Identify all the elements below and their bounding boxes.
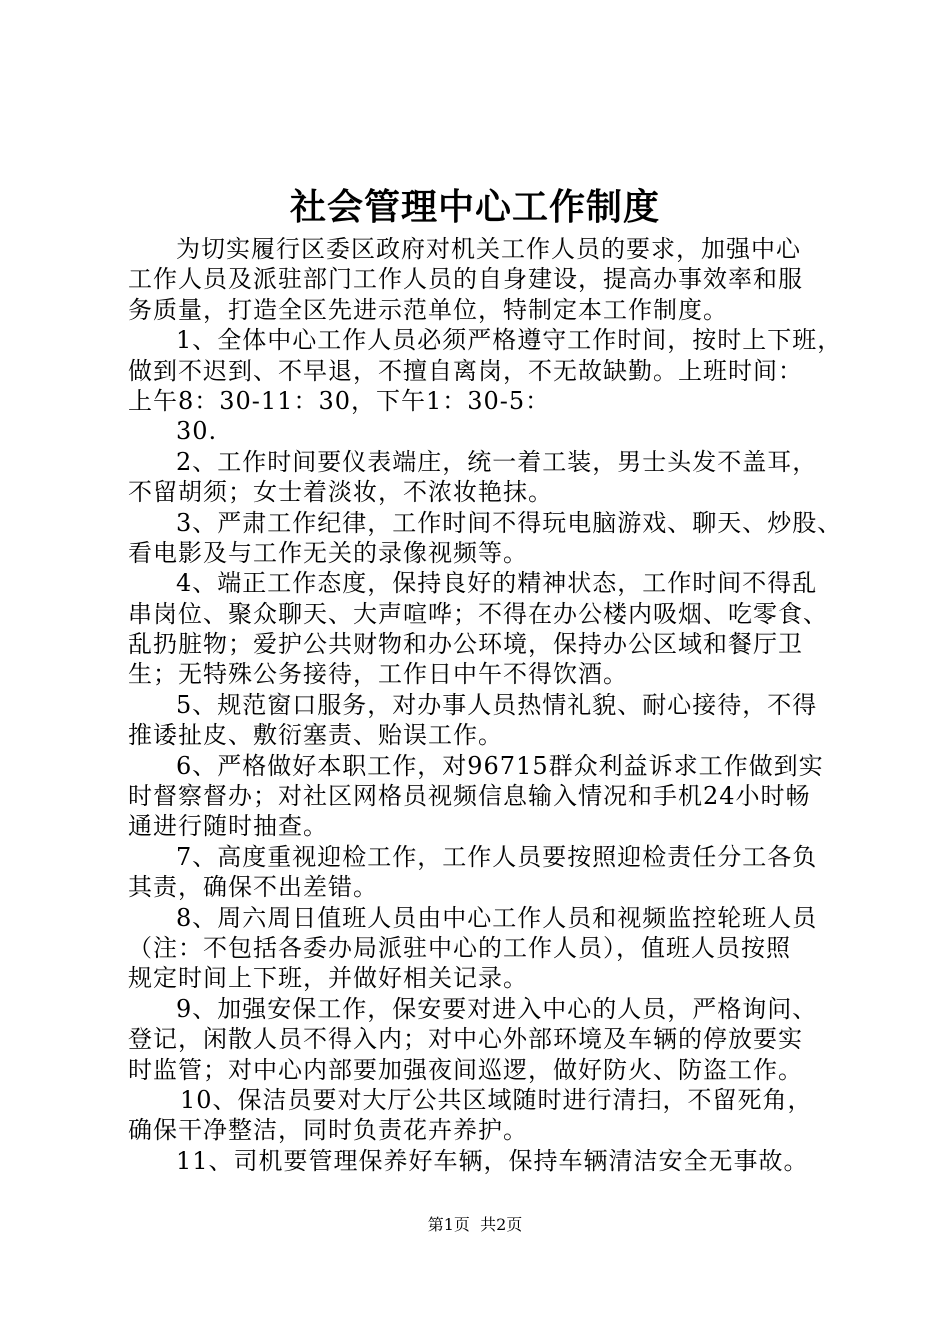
body-line: 4、端正工作态度，保持良好的精神状态，工作时间不得乱 [176,569,818,598]
body-line: 为切实履行区委区政府对机关工作人员的要求，加强中心 [176,235,801,263]
document-title: 社会管理中心工作制度 [289,187,660,228]
body-line: 9、加强安保工作，保安要对进入中心的人员，严格询问、 [176,994,818,1023]
body-line: 通进行随时抽查。 [128,812,328,841]
body-line: 工作人员及派驻部门工作人员的自身建设，提高办事效率和服 [128,265,803,294]
body-line: 时督察督办；对社区网格员视频信息输入情况和手机24小时畅 [128,782,811,811]
body-line: 生；无特殊公务接待，工作日中午不得饮酒。 [128,660,628,689]
body-line: 确保干净整洁，同时负责花卉养护。 [128,1116,528,1145]
body-line: 登记，闲散人员不得入内；对中心外部环境及车辆的停放要实 [128,1025,803,1054]
body-line: 串岗位、聚众聊天、大声喧哗；不得在办公楼内吸烟、吃零食、 [128,599,828,628]
body-line: 不留胡须；女士着淡妆，不浓妆艳抹。 [128,478,553,507]
body-line: 上午8：30-11：30，下午1：30-5： [128,386,551,415]
body-line: 做到不迟到、不早退，不擅自离岗，不无故缺勤。上班时间： [128,356,803,385]
body-line: 11、司机要管理保养好车辆，保持车辆清洁安全无事故。 [176,1146,809,1175]
body-line: 6、严格做好本职工作，对96715群众利益诉求工作做到实 [176,751,824,780]
body-line: 规定时间上下班，并做好相关记录。 [128,964,528,993]
body-line: 5、规范窗口服务，对办事人员热情礼貌、耐心接待，不得 [176,690,818,719]
body-line: 推诿扯皮、敷衍塞责、贻误工作。 [128,721,503,750]
body-line: （注：不包括各委办局派驻中心的工作人员），值班人员按照 [128,933,791,962]
body-line: 10、保洁员要对大厅公共区域随时进行清扫，不留死角， [180,1085,813,1114]
body-line: 2、工作时间要仪表端庄，统一着工装，男士头发不盖耳， [176,447,818,476]
body-line: 其责，确保不出差错。 [128,873,378,902]
body-line: 务质量，打造全区先进示范单位，特制定本工作制度。 [128,295,728,324]
body-line: 8、周六周日值班人员由中心工作人员和视频监控轮班人员 [176,903,818,932]
body-line: 1、全体中心工作人员必须严格遵守工作时间，按时上下班， [176,326,843,355]
body-line: 时监管；对中心内部要加强夜间巡逻，做好防火、防盗工作。 [128,1055,803,1084]
document-body [128,234,843,1176]
body-line: 7、高度重视迎检工作，工作人员要按照迎检责任分工各负 [176,842,818,871]
body-line: 3、严肃工作纪律，工作时间不得玩电脑游戏、聊天、炒股、 [176,508,843,537]
page-number-footer: 第1页 共2页 [427,1215,523,1234]
body-line: 30. [176,417,218,446]
body-line: 看电影及与工作无关的录像视频等。 [128,538,528,567]
body-line: 乱扔脏物；爱护公共财物和办公环境，保持办公区域和餐厅卫 [128,630,803,659]
